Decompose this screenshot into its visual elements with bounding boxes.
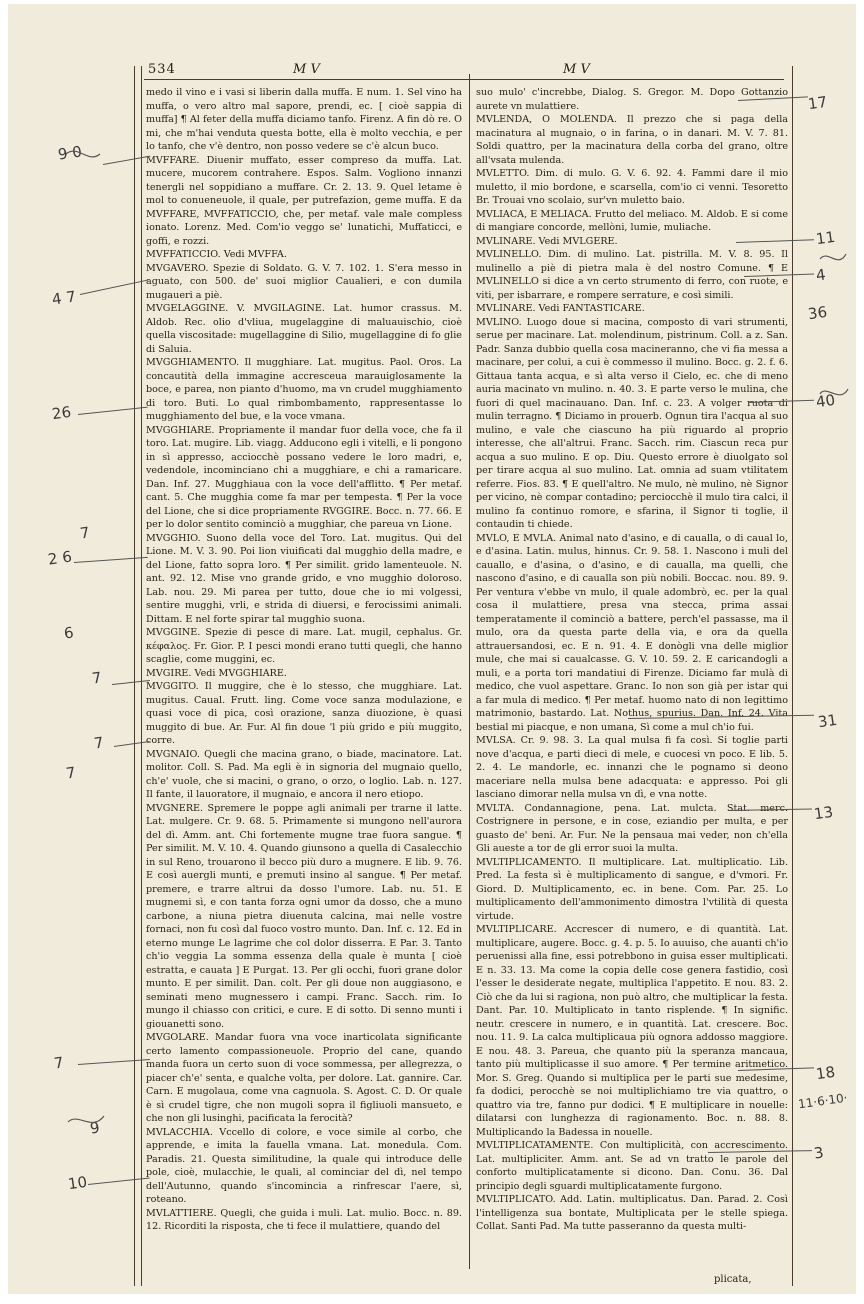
margin-note-right: 36 [806,302,829,324]
running-head-left: M V [293,62,320,77]
margin-note-left: 26 [50,402,73,424]
entry-paragraph: MVGGHIAMENTO. Il mugghiare. Lat. mugitus. Paol. Oros. La concautità della immagine accresceua marauiglosamente la boce, e parea, non pianto d'huomo, ma vn crudel mugghiamento di toro. Buti. Lo qual rimbombamento, rappresentasse lo mugghiamento del bue, e la voce vmana. [146,357,462,422]
margin-note-right: 11 [814,227,837,249]
entry-paragraph: MVLINARE. Vedi MVLGERE. [476,235,618,247]
entry-paragraph: MVLACCHIA. Vccello di colore, e voce simile al corbo, che apprende, e imita la fauella vmana. Lat. monedula. Com. Paradis. 21. Questa similitudine, la quale qui introduce delle pole, cioè, mulacchie, le quali, al cominciar del dì, nel tempo dell'Autunno, quando s'incomincia a rinfrescar l'aere, sì, roteano. [146,1126,462,1205]
margin-note-left: 4 7 [50,287,77,309]
margin-note-left: 9 0 [56,142,83,164]
entry-paragraph: MVLINELLO. Dim. di mulino. Lat. pistrilla. M. V. 8. 95. Il mulinello a piè di pietra mala è del nostro Comune. ¶ E MVLINELLO si dice a vn certo strumento di ferro, con ruote, e viti, per isbarrare, e rompere serrature, e così simili. [476,249,788,301]
entry-paragraph: MVLSA. Cr. 9. 98. 3. La qual mulsa fi fa così. Si toglie parti nove d'acqua, e parti dieci di mele, e cuocesi vn poco. E lib. 5. 2. 4. Le mandorle, ec. innanzi che le pognamo si deono maceriare nella mulsa bene adacquata: e appresso. Poi gli lasciano dimorar nella mulsa vn dì, e vna notte. [476,735,788,800]
entry-paragraph: MVFFARE. Diuenir muffato, esser compreso da muffa. Lat. mucere, mucorem contrahere. Espos. Salm. Vogliono innanzi tenergli nel soppidiano a muffare. Cr. 2. 13. 9. Quel letame è mol to conueneuole, il quale, per putrefazion, geme muffa. E da MVFFARE, MVFFATICCIO, che, per metaf. vale male compless ionato. Lorenz. Med. Com'io veggo se' lunatichi, Muffaticci, e goffi, e rozzi. [146,154,462,247]
pencil-squiggle-mark [66,151,100,157]
entry-paragraph: MVLINO. Luogo doue si macina, composto di vari strumenti, serue per macinare. Lat. molendinum, pistrinum. Coll. a z. San. Padr. Sanza dubbio quella cosa macineranno, che vi fia messa a macinare, per colui, a cui è commesso il mulino. Bocc. g. 2. f. 6. Gittaua tanta acqua, e sì alta verso il Cielo, ec. che di meno auria macinato vn mulino. n. 40. 3. E parte verso le mulina, che fuori di quel macinauano. Dan. Inf. c. 23. A volger ruota di mulin terragno. ¶ Diciamo in prouerb. Ognun tira l'acqua al suo mulino, e vale che ciascuno ha più riguardo al proprio interesse, che all'altrui. Franc. Sacch. rim. Ciascun reca pur acqua a suo mulino. E op. Diu. Questo errore è diuolgato sol per tirare acqua al suo mulino. Lat. omnia ad suam vtilitatem referre. Fios. 83. ¶ E quell'altro. Ne mulo, nè mulino, nè Signor per vicino, nè compar contadino; perciocchè il mulo tira calci, il mulino fa continuo romore, e sfarina, il Signor ti toglie, il contaudin ti chiede. [476,316,788,530]
margin-note-left: 7 [52,1053,65,1073]
entry-paragraph: MVGAVERO. Spezie di Soldato. G. V. 7. 102. 1. S'era messo in aguato, con 500. de' suoi miglior Caualieri, e con dumila mugaueri a piè. [146,262,462,301]
entry-paragraph: MVLINARE. Vedi FANTASTICARE. [476,303,645,314]
margin-note-right: 11·6·10· [797,1090,849,1112]
entry-paragraph: MVGGITO. Il muggire, che è lo stesso, che mugghiare. Lat. mugitus. Caual. Frutt. ling. Come voce sanza modulazione, e quasi voce di pica, così orazione, sanza diuozione, è quasi muggito di bue. Ar. Fur. Al fin doue 'l più grido e più muggito, corre. [146,681,462,746]
entry-paragraph: MVGGHIARE. Propriamente il mandar fuor della voce, che fa il toro. Lat. mugire. Lib. viagg. Adducono egli i vitelli, e li pongono in sì appresso, acciocchè possano vedere le loro madri, e, vedendole, incominciano chi a mugghiare, e chi a ramaricare. Dan. Inf. 27. Mugghiaua con la voce dell'afflitto. ¶ Per metaf. cant. 5. Che mugghia come fa mar per tempesta. ¶ Per la voce del Lione, che si dice propriamente RVGGIRE. Bocc. n. 77. 66. E per lo dolor sentito cominciò a mugghiar, che pareua vn Lione. [146,424,462,530]
entry-paragraph: MVLTIPLICATAMENTE. Con multiplicità, con accrescimento. Lat. multipliciter. Amm. ant. Se ad vn tratto le parole del conforto multiplicatamente si dicono. Dan. Conu. 36. Dal principio degli sguardi multiplicatamente furgono. [476,1140,788,1192]
entry-paragraph: MVLTIPLICATO. Add. Latin. multiplicatus. Dan. Parad. 2. Così l'intelligenza sua bontate, Multiplicata per le stelle spiega. Collat. Santi Pad. Ma tutte passeranno da questa multi- [476,1194,788,1232]
pencil-squiggle-mark [820,389,848,395]
pencil-squiggle-mark [68,1116,104,1122]
margin-note-right: 40 [814,390,837,412]
entry-paragraph: MVGIRE. Vedi MVGGHIARE. [146,667,287,679]
margin-note-right: 3 [812,1143,825,1163]
entry-paragraph: MVLTIPLICAMENTO. Il multiplicare. Lat. multiplicatio. Lib. Pred. La festa sì è multiplicamento di sangue, e d'vmori. Fr. Giord. D. Multiplicamento, ec. in bene. Com. Par. 25. Lo multiplicamento dell'ammonimento dimostra l'vtilità di questa virtude. [476,856,788,922]
pencil-squiggle-mark [820,254,846,260]
margin-note-left: 9 [88,1118,101,1138]
margin-note-left: 2 6 [46,547,73,569]
entry-paragraph: MVLTIPLICARE. Accrescer di numero, e di quantità. Lat. multiplicare, augere. Bocc. g. 4. p. 5. Io auuiso, che auanti ch'io peruenissi alla fine, essi potrebbono in guisa esser multiplicati. E n. 33. 13. Ma come la copia delle cose genera fastidio, così l'esser le desiderate negate, multiplica l'appetito. E nou. 83. 2. Ciò che da lui si ragiona, non può altro, che multiplicar la festa. Dant. Par. 10. Multiplicato in tanto risplende. ¶ In signific. neutr. crescere in numero, e in quantità. Lat. crescere. Boc. nou. 11. 9. La calca multiplicaua più ognora addosso maggiore. E nou. 48. 3. Pareua, che quanto più la speranza mancaua, tanto più multiplicasse il suo amore. ¶ Per termine aritmetico. Mor. S. Greg. Quando si multiplica per le parti sue medesime, fa dodici, perocchè se noi multiplichiamo tre via quattro, o quattro via tre, fanno pur dodici. ¶ E multiplicare in nouelle: dilatarsi con lunghezza di ragionamento. Boc. n. 88. 8. Multiplicando la Badessa in nouelle. [476,924,788,1138]
entry-paragraph: MVLATTIERE. Quegli, che guida i muli. Lat. mulio. Bocc. n. 89. 12. Ricorditi la risposta, che ti fece il mulattiere, quando del [146,1207,462,1232]
entry-paragraph: MVGNERE. Spremere le poppe agli animali per trarne il latte. Lat. mulgere. Cr. 9. 68. 5. Primamente si mungono nell'aurora del dì. Amm. ant. Chi fortemente mugne trae fuora sangue. ¶ Per similit. M. V. 10. 4. Quando giunsono a quella di Casalecchio in sul Reno, trouarono il becco più duro a mugnere. E lib. 9. 76. E così auergli munti, e premuti insino al sangue. ¶ Per metaf. premere, e trarre altrui da dosso l'umore. Lab. nu. 51. E mugnemi sì, e con tanta forza ogni umor da dosso, che a muno carbone, a niuna pietra diuenuta calcina, mai nelle vostre fornaci, non fu così dal fuoco vostro munto. Dan. Inf. c. 12. Ed in eterno munge Le lagrime che col dolor disserra. E Par. 3. Tanto ch'io veggia La somma essenza della quale è munta [ cioè estratta, e cauata ] E Purgat. 13. Per gli occhi, fuori grane dolor munto. E per similit. Dan. colt. Per gli doue non auggiasono, e seminati meno mugnessero i campi. Franc. Sacch. rim. Io mungo il chiasso con critici, e cure. E di sotto. Di senno munti i giouanetti sono. [146,802,462,1030]
entry-paragraph: MVGNAIO. Quegli che macina grano, o biade, macinatore. Lat. molitor. Coll. S. Pad. Ma egli è in signoria del mugnaio quello, ch'e' vuole, che si macini, o grano, o orzo, o loglio. Lab. n. 127. Il fante, il lauoratore, il mugnaio, e ancora il nero etiopo. [146,748,462,800]
margin-note-left: 7 [64,763,77,783]
margin-note-right: 17 [806,92,829,114]
scanned-dictionary-page [8,4,856,1294]
entry-paragraph: MVFFATICCIO. Vedi MVFFA. [146,249,287,260]
entry-paragraph: suo mulo' c'increbbe, Dialog. S. Gregor. M. Dopo Gottanzio aurete vn mulattiere. [476,87,788,112]
running-head-right: M V [563,62,590,77]
entry-paragraph: MVLIACA, E MELIACA. Frutto del meliaco. M. Aldob. E si come di mangiare concorde, mellòni, lumie, muliache. [476,208,788,233]
entry-paragraph: MVGOLARE. Mandar fuora vna voce inarticolata significante certo lamento compassioneuole. Proprio del cane, quando manda fuora un certo suon di voce sommessa, per allegrezza, o piacer ch'e' senta, e qualche volta, per dolore. Lat. gannire. Car. Carn. E mugolaua, come vna cagnuola. S. Agost. C. D. Or quale è sì crudel tigre, che non mugoli sopra il figliuoli mansueto, e che non gli lusinghi, pacificata la ferocità? [146,1032,462,1124]
entry-paragraph: MVLTA. Condannagione, pena. Lat. mulcta. Stat. merc. Costrignere in persone, e in cose, eziandio per multa, e per guasto de' beni. Ar. Fur. Ne la pensaua mai veder, non ch'ella Gli aueste a tor de gli error suoi la multa. [476,802,788,854]
margin-note-right: 13 [812,802,835,824]
margin-note-right: 31 [816,710,839,732]
entry-paragraph: MVLENDA, O MOLENDA. Il prezzo che si paga della macinatura al mugnaio, o in farina, o in danari. M. V. 7. 81. Soldi quattro, per la macinatura della corba del grano, oltre all'vsata mulenda. [476,114,788,166]
margin-note-right: 4 [814,265,827,285]
entry-paragraph: MVLO, E MVLA. Animal nato d'asino, e di caualla, o di caual lo, e d'asina. Latin. mulus, hinnus. Cr. 9. 58. 1. Nascono i muli del cauallo, e d'asina, o d'asino, e di caualla, ma quelli, che nascono d'asino, e di caualla son più nobili. Boccac. nou. 89. 9. Per ventura v'ebbe vn mulo, il quale adombrò, ec. per la qual cosa il mulattiere, presa vna stecca, prima assai temperatamente il cominciò a battere, perch'el passasse, ma il mulo, ora da questa parte della via, e ora da quella attrauersandosi, ec. E n. 91. 4. E donògli vna delle miglior mule, che mai si caualcasse. G. V. 10. 59. 2. E caricandogli a muli, e a porta tori mandatiui di Firenze. Diciamo far mulà di medico, che vuol aspettare. Granc. Io non son già per istar qui a far mula di medico. ¶ Per metaf. huomo nato di non legittimo matrimonio, bastardo. Lat. Nothus, spurius. Dan. Inf. 24. Vita bestial mi piacque, e non umana, Sì come a mul ch'io fui. [476,532,788,733]
entry-paragraph: medo il vino e i vasi si liberin dalla muffa. E num. 1. Sel vino ha muffa, o vero altro mal sapore, prendi, ec. [ cioè sappia di muffa] ¶ Al feter della muffa diciamo tanfo. Firenz. A fin dò re. O mi, che m'hai venduta questa botte, ella è molto vecchia, e per lo tanfo, che v'è dentro, non posso vedere se c'è alcun buco. [146,87,462,152]
catchword: plicata, [714,1274,752,1285]
entry-paragraph: MVGGINE. Spezie di pesce di mare. Lat. mugil, cephalus. Gr. κέφαλος. Fr. Gior. P. I pesci mondi erano tutti quegli, che hanno scaglie, come muggini, ec. [146,627,462,665]
margin-note-left: 7 [78,523,91,543]
page-number: 534 [148,62,176,77]
entry-paragraph: MVGGHIO. Suono della voce del Toro. Lat. mugitus. Qui del Lione. M. V. 3. 90. Poi lion viuificati dal mugghio della madre, e del Lione, fatto sopra loro. ¶ Per similit. grido lamenteuole. N. ant. 92. 12. Mise vno grande grido, e vno mugghio doloroso. Lab. nou. 29. Mi parea per tutto, doue che io mi volgessi, sentire mugghi, vrli, e strida di diuersi, e ferocissimi animali. Dittam. E nel forte spirar tal mugghio suona. [146,532,462,625]
margin-note-left: 7 [92,733,105,753]
entry-paragraph: MVGELAGGINE. V. MVGILAGINE. Lat. humor crassus. M. Aldob. Rec. olio d'vliua, mugelaggine di maluauischio, cioè quella viscositade: mugellaggine di Silio, mugellaggine di fo glie di Saluia. [146,303,462,355]
margin-note-left: 6 [62,623,75,643]
entry-paragraph: MVLETTO. Dim. di mulo. G. V. 6. 92. 4. Fammi dare il mio muletto, il mio bordone, e scarsella, com'io ci venni. Tesoretto Br. Trouai vno scolaio, sur'vn muletto baio. [476,168,788,206]
margin-note-left: 10 [66,1172,89,1194]
margin-note-left: 7 [90,668,103,688]
margin-note-right: 18 [814,1062,837,1084]
pencil-marks-overlay [8,4,864,1304]
